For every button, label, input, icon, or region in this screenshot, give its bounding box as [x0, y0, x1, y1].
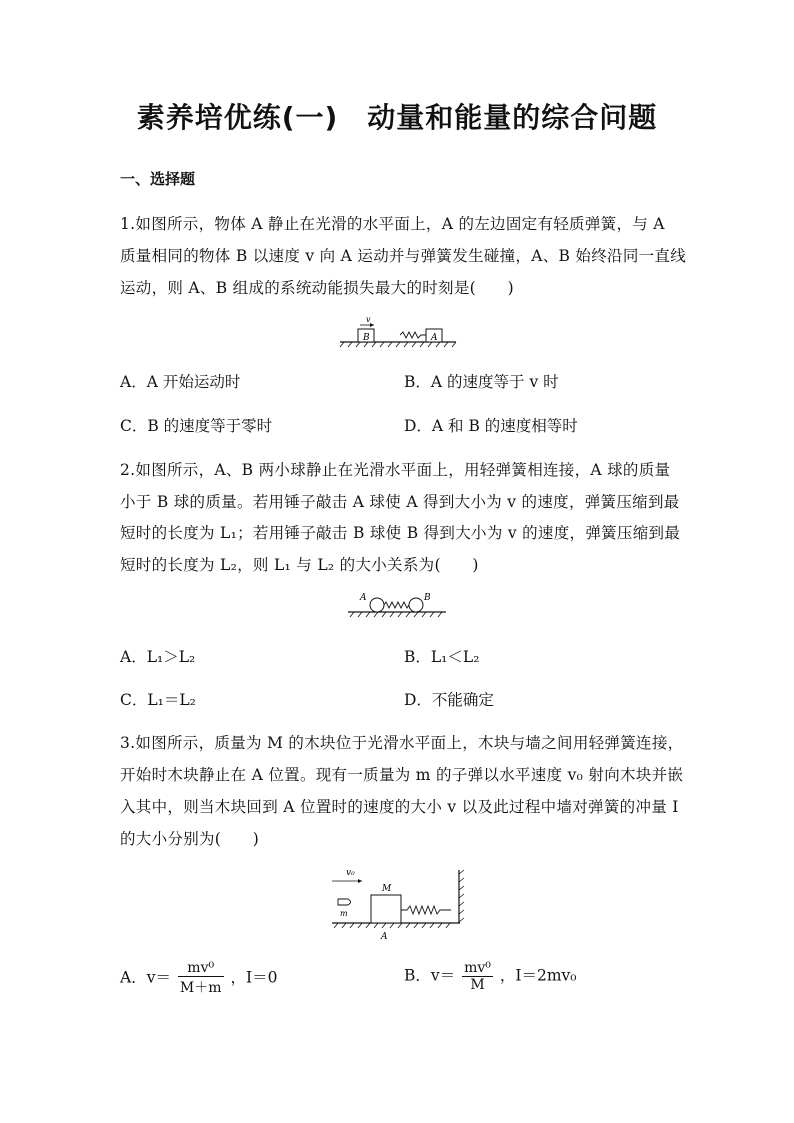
q3-option-b-numerator: mv⁰	[464, 960, 491, 976]
q3-line-4: 的大小分别为( )	[120, 830, 260, 848]
q1-option-b: B．A 的速度等于 v 时	[404, 373, 559, 391]
q3-option-a-suffix: ，I＝0	[230, 968, 278, 987]
q2-label-b: B	[424, 593, 431, 603]
q3-figure	[328, 864, 468, 944]
q3-option-b	[404, 960, 576, 993]
q1-label-b: B	[363, 333, 370, 343]
q3-label-v0: v₀	[346, 868, 355, 878]
q3-line-1: 3.如图所示，质量为 M 的木块位于光滑水平面上，木块与墙之间用轻弹簧连接，	[120, 734, 684, 752]
page-title: 素养培优练(一) 动量和能量的综合问题	[136, 101, 658, 134]
q1-line-3: 运动，则 A、B 组成的系统动能损失最大的时刻是( )	[120, 279, 514, 297]
q2-line-1: 2.如图所示，A、B 两小球静止在光滑水平面上，用轻弹簧相连接，A 球的质量	[120, 461, 671, 479]
q3-label-m: m	[340, 909, 348, 918]
q3-option-a-prefix: A．v＝	[120, 968, 171, 987]
q1-option-a: A．A 开始运动时	[120, 373, 241, 391]
q3-option-b-denominator: M	[470, 977, 485, 993]
q3-label-mass: M	[382, 884, 392, 894]
q3-option-b-fraction	[462, 960, 493, 993]
q3-line-3: 入其中，则当木块回到 A 位置时的速度的大小 v 以及此过程中墙对弹簧的冲量 I	[120, 798, 679, 816]
q3-line-2: 开始时木块静止在 A 位置。现有一质量为 m 的子弹以水平速度 v₀ 射向木块并嵌	[120, 766, 684, 784]
ball-a	[370, 598, 384, 612]
q3-option-a-numerator: mv⁰	[178, 960, 224, 977]
block-m	[371, 895, 401, 923]
q3-option-b-suffix: ，I＝2mv₀	[499, 966, 577, 985]
q3-label-a: A	[381, 932, 388, 942]
q1-line-1: 1.如图所示，物体 A 静止在光滑的水平面上，A 的左边固定有轻质弹簧，与 A	[120, 215, 665, 233]
q2-option-b: B．L₁＜L₂	[404, 648, 480, 666]
q2-option-a: A．L₁＞L₂	[120, 648, 196, 666]
q3-option-b-prefix: B．v＝	[404, 966, 456, 985]
q3-option-a-denominator: M＋m	[179, 980, 222, 996]
section-heading: 一、选择题	[120, 170, 196, 188]
q2-label-a: A	[360, 593, 367, 603]
ball-b	[409, 598, 423, 612]
q1-label-v: v	[366, 315, 371, 324]
q1-option-d: D．A 和 B 的速度相等时	[404, 417, 578, 435]
q2-line-2: 小于 B 球的质量。若用锤子敲击 A 球使 A 得到大小为 v 的速度，弹簧压缩到最	[120, 493, 680, 511]
q2-option-c: C．L₁＝L₂	[120, 691, 196, 709]
q2-spring	[384, 602, 409, 608]
q1-label-a: A	[431, 333, 438, 343]
q3-option-a	[120, 960, 277, 997]
q2-line-4: 短时的长度为 L₂，则 L₁ 与 L₂ 的大小关系为( )	[120, 556, 479, 574]
q2-figure	[346, 590, 450, 620]
q2-line-3: 短时的长度为 L₁；若用锤子敲击 B 球使 B 得到大小为 v 的速度，弹簧压缩到最	[120, 524, 681, 542]
spring	[400, 332, 427, 338]
q1-option-c: C．B 的速度等于零时	[120, 417, 273, 435]
q3-spring	[401, 906, 451, 914]
q1-figure	[338, 314, 458, 352]
q3-option-a-fraction	[178, 960, 224, 997]
q2-option-d: D．不能确定	[404, 691, 494, 709]
q1-line-2: 质量相同的物体 B 以速度 v 向 A 运动并与弹簧发生碰撞，A、B 始终沿同一直线	[120, 247, 687, 265]
bullet	[338, 899, 351, 905]
